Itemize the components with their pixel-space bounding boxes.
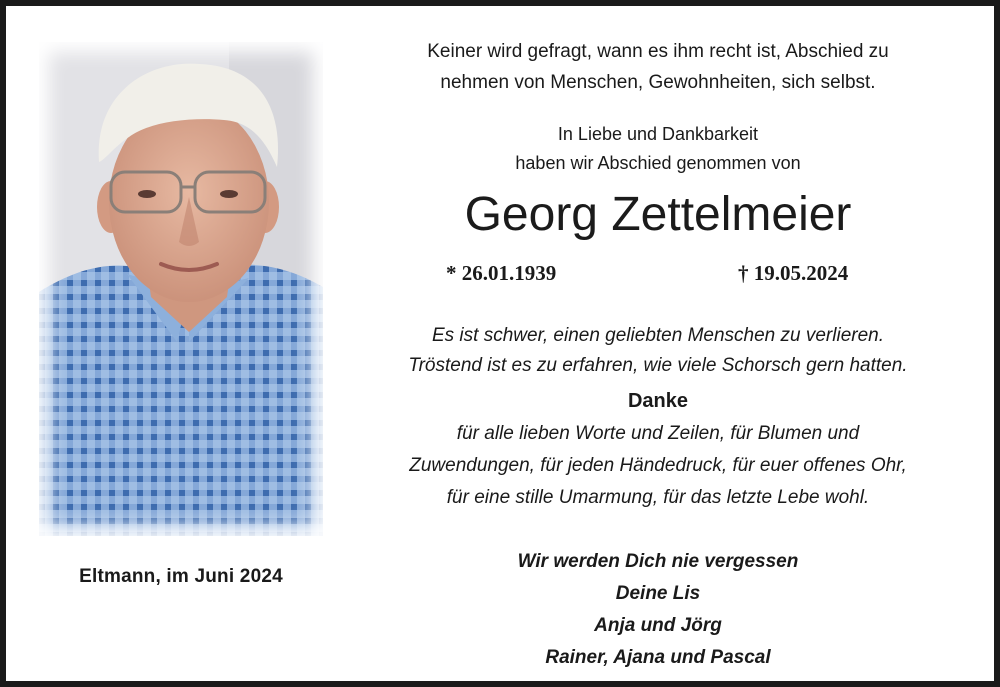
thanks-body [358,418,958,514]
signoff [358,546,958,674]
intro [358,120,958,178]
thanks-line: für alle lieben Worte und Zeilen, für Blumen und [456,423,860,444]
thanks-line: für eine stille Umarmung, für das letzte Lebe wohl. [446,487,870,508]
signoff-line: Wir werden Dich nie vergessen [517,551,799,572]
death-date: † 19.05.2024 [738,261,849,285]
intro-line: In Liebe und Dankbarkeit [557,124,759,144]
intro-line: haben wir Abschied genommen von [515,153,801,173]
deceased-name: Georg Zettelmeier [464,188,852,241]
thanks-line: Zuwendungen, für jeden Händedruck, für euer offenes Ohr, [409,455,907,476]
quote-line: Tröstend ist es zu erfahren, wie viele Schorsch gern hatten. [408,355,908,376]
motto-line: Keiner wird gefragt, wann es ihm recht ist, Abschied zu [427,41,889,62]
quote [358,321,958,381]
signoff-line: Anja und Jörg [594,615,722,636]
quote-line: Es ist schwer, einen geliebten Menschen zu verlieren. [431,325,885,346]
birth-date: * 26.01.1939 [446,261,557,285]
signoff-line: Deine Lis [615,583,701,604]
thanks-title: Danke [627,390,689,412]
signoff-line: Rainer, Ajana und Pascal [545,647,771,668]
motto-line: nehmen von Menschen, Gewohnheiten, sich selbst. [440,72,876,93]
portrait-photo-icon [39,42,323,536]
motto [358,36,958,98]
place-date: Eltmann, im Juni 2024 [79,566,283,587]
